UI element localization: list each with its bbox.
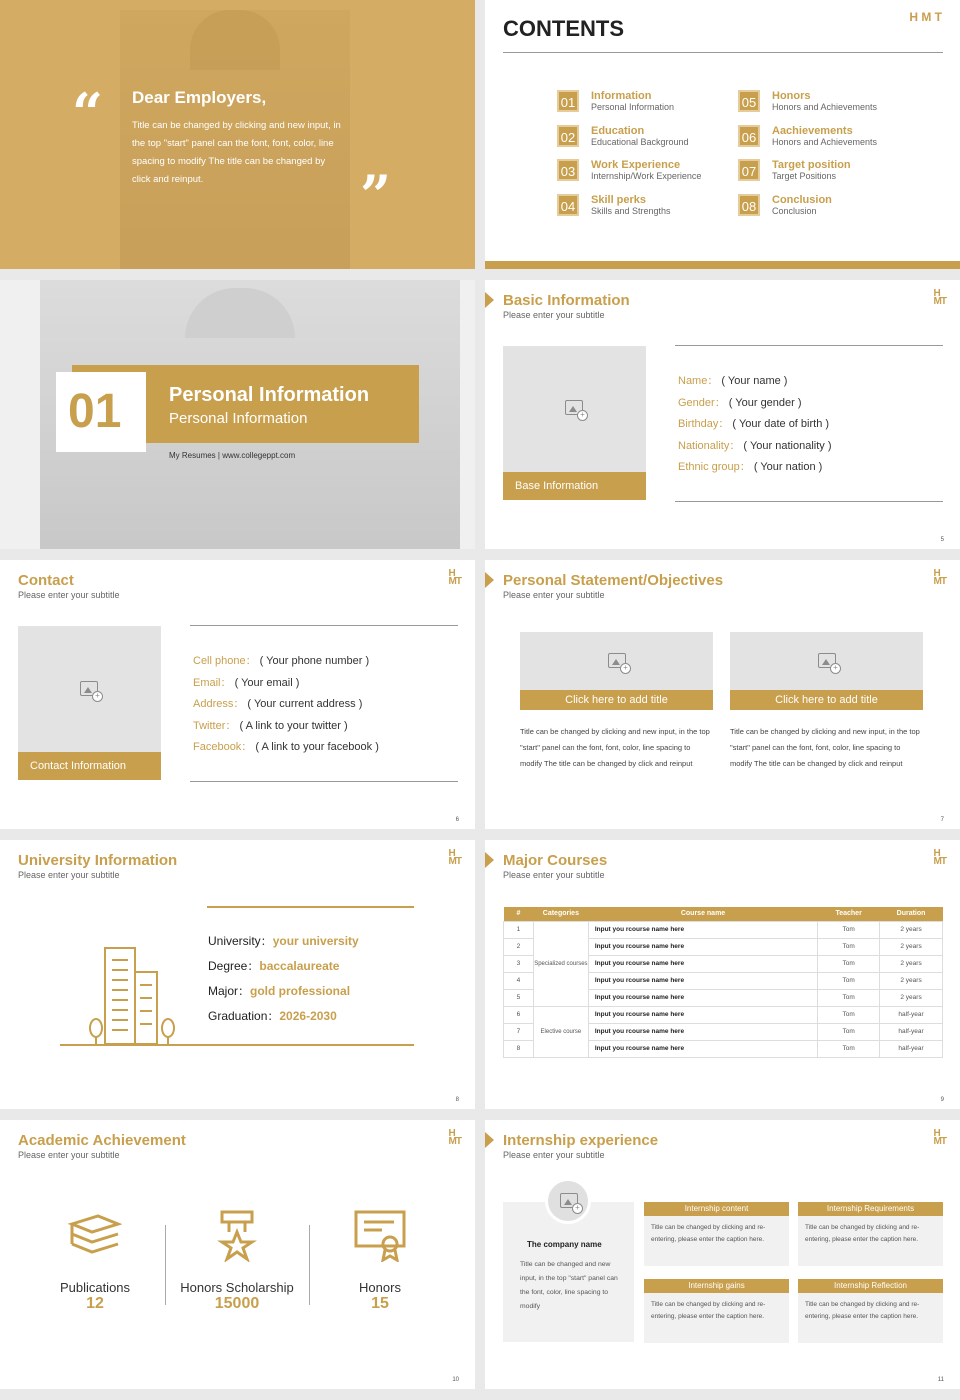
university-slide[interactable] (0, 840, 475, 1109)
internship-box[interactable] (798, 1202, 943, 1266)
course-name-cell[interactable]: Input you rcourse name here (588, 1040, 817, 1057)
medal-icon (216, 1210, 258, 1262)
course-name-cell[interactable]: Input you rcourse name here (588, 921, 817, 938)
card-top-line (207, 906, 414, 908)
image-label: Base Information (503, 472, 646, 500)
teacher-cell: Tom (818, 989, 880, 1006)
page-number: 9 (940, 1097, 944, 1103)
arrow-icon (485, 292, 494, 308)
row-key: Graduation： (208, 1009, 280, 1023)
row-key: University： (208, 934, 273, 948)
field-key: Email： (193, 676, 232, 689)
contents-item-sub: Educational Background (591, 136, 689, 147)
section-footer: My Resumes | www.collegeppt.com (169, 451, 296, 460)
brand-logo: H MT (933, 568, 946, 587)
contents-item-sub: Conclusion (772, 205, 817, 216)
university-row (208, 979, 359, 1004)
contact-fields (193, 651, 453, 759)
arrow-icon (485, 852, 494, 868)
slide-subtitle: Please enter your subtitle (18, 870, 120, 880)
slide-title: Internship experience (503, 1132, 659, 1149)
internship-slide[interactable] (485, 1120, 960, 1389)
contents-item-sub: Skills and Strengths (591, 205, 671, 216)
ground-line (60, 1044, 414, 1046)
duration-cell: 2 years (880, 989, 943, 1006)
contents-item-sub: Honors and Achievements (772, 136, 878, 147)
slide-subtitle: Please enter your subtitle (503, 870, 605, 880)
image-label: Contact Information (18, 752, 161, 780)
image-add-icon (818, 653, 836, 668)
table-row[interactable] (504, 921, 943, 938)
image-add-icon (608, 653, 626, 668)
contents-item-number: 01 (557, 90, 579, 112)
cover-body: Title can be changed by clicking and new input, in the top "start" panel can the font, font, color, line spacing to modify The title can be changed by click and reinput. (132, 120, 341, 185)
row-number: 8 (504, 1040, 534, 1057)
box-text: Title can be changed by clicking and re-entering, please enter the caption here. (651, 1301, 766, 1320)
course-name-cell[interactable]: Input you rcourse name here (588, 955, 817, 972)
contents-item-label: Work Experience (591, 159, 681, 171)
publications-icon (68, 1214, 122, 1260)
field-value[interactable]: ( Your phone number ) (259, 655, 370, 667)
duration-cell: 2 years (880, 938, 943, 955)
contents-divider (503, 52, 943, 53)
brand-logo-text: H M T (909, 10, 942, 24)
cover-slide[interactable] (0, 0, 475, 269)
course-name-cell[interactable]: Input you rcourse name here (588, 972, 817, 989)
university-row (208, 1004, 359, 1029)
slide-subtitle: Please enter your subtitle (18, 1150, 120, 1160)
image-add-icon (565, 400, 583, 415)
divider (190, 781, 458, 782)
image-add-icon (560, 1193, 578, 1208)
box-text: Title can be changed by clicking and re-entering, please enter the caption here. (805, 1224, 920, 1243)
field-key: Gender： (678, 396, 726, 409)
brand-logo: H MT (933, 1128, 946, 1147)
university-row (208, 929, 359, 954)
brand-logo: H MT (933, 288, 946, 307)
box-text: Title can be changed by clicking and re-entering, please enter the caption here. (651, 1224, 766, 1243)
duration-cell: half-year (880, 1006, 943, 1023)
field-value[interactable]: ( Your name ) (721, 375, 788, 387)
info-field (193, 694, 453, 716)
contents-item-label: Information (591, 90, 652, 102)
brand-logo: H MT (448, 568, 461, 587)
contents-item-number: 06 (738, 125, 760, 147)
contents-item-number: 04 (557, 194, 579, 216)
field-key: Twitter： (193, 719, 237, 732)
row-number: 7 (504, 1023, 534, 1040)
basic-info-slide[interactable] (485, 280, 960, 549)
field-key: Cell phone： (193, 655, 257, 667)
brand-logo: H MT (448, 848, 461, 867)
field-value[interactable]: ( Your date of birth ) (732, 418, 830, 430)
card-title[interactable]: Click here to add title (520, 690, 713, 710)
contact-slide[interactable] (0, 560, 475, 829)
page-number: 10 (452, 1377, 459, 1383)
course-name-cell[interactable]: Input you rcourse name here (588, 989, 817, 1006)
slide-title: Basic Information (503, 292, 630, 309)
slide-subtitle: Please enter your subtitle (503, 590, 605, 600)
arrow-icon (485, 572, 494, 588)
slide-title: Contact (18, 572, 74, 589)
info-field (193, 651, 453, 673)
company-text: Title can be changed and new input, in the top "start" panel can the font, color, line spacing to modify (520, 1261, 618, 1310)
slide-subtitle: Please enter your subtitle (18, 590, 120, 600)
column-header: Course name (588, 907, 817, 921)
courses-table (503, 907, 943, 1058)
row-number: 6 (504, 1006, 534, 1023)
teacher-cell: Tom (818, 972, 880, 989)
contents-item-sub: Target Positions (772, 171, 837, 181)
contents-item-label: Conclusion (772, 193, 832, 206)
image-add-icon (80, 681, 98, 696)
duration-cell: 2 years (880, 955, 943, 972)
contents-item-label: Honors (772, 90, 811, 102)
field-value[interactable]: ( A link to your facebook ) (255, 741, 379, 753)
page-number: 8 (455, 1097, 459, 1103)
info-field (193, 673, 453, 695)
contents-item-sub: Honors and Achievements (772, 102, 878, 112)
page-number: 11 (937, 1377, 944, 1383)
stat-value: 15000 (214, 1295, 260, 1312)
field-key: Birthday： (678, 418, 730, 430)
row-number: 2 (504, 938, 534, 955)
basic-fields (678, 371, 858, 479)
brand-logo (909, 12, 942, 22)
contents-item-label: Education (591, 124, 645, 137)
teacher-cell: Tom (818, 938, 880, 955)
teacher-cell: Tom (818, 1040, 880, 1057)
close-quote-icon: ” (360, 163, 392, 227)
open-quote-icon: “ (72, 81, 104, 145)
divider (190, 625, 458, 626)
stat-label: Honors (359, 1280, 401, 1295)
duration-cell: half-year (880, 1040, 943, 1057)
box-heading: Internship Requirements (798, 1202, 943, 1216)
card-text: Title can be changed by clicking and new input, in the top "start" panel can the font, font, color, line spacing to modify The title can be changed by click and reinput (520, 727, 710, 768)
internship-box[interactable] (644, 1279, 789, 1343)
card-title[interactable]: Click here to add title (730, 690, 923, 710)
column-header: Categories (533, 907, 588, 921)
internship-box[interactable] (644, 1202, 789, 1266)
category-cell: Elective course (533, 1006, 588, 1057)
slide-title: Personal Statement/Objectives (503, 572, 724, 589)
field-value[interactable]: ( Your nationality ) (743, 439, 832, 452)
category-cell: Specialized courses (533, 921, 588, 1006)
courses-header-row (504, 907, 943, 921)
field-key: Nationality： (678, 439, 741, 452)
field-value[interactable]: ( Your gender ) (728, 396, 802, 409)
contents-item-label: Skill perks (591, 193, 647, 206)
cover-heading: Dear Employers, (132, 88, 267, 107)
slide-title: University Information (18, 852, 178, 869)
internship-box[interactable] (798, 1279, 943, 1343)
divider (675, 501, 943, 502)
info-field (678, 371, 858, 393)
duration-cell: 2 years (880, 972, 943, 989)
slide-title: Academic Achievement (18, 1132, 186, 1149)
contents-item-sub: Personal Information (591, 102, 675, 112)
university-rows (208, 929, 359, 1029)
brand-logo: H MT (933, 848, 946, 867)
company-name: The company name (527, 1240, 602, 1249)
contents-item-number: 08 (738, 194, 760, 216)
box-heading: Internship Reflection (798, 1279, 943, 1293)
stat-block (310, 1280, 450, 1313)
slide-title: Major Courses (503, 852, 608, 869)
university-row (208, 954, 359, 979)
column-header: Duration (880, 907, 943, 921)
stat-value: 15 (371, 1295, 389, 1312)
contents-item-number: 05 (738, 90, 760, 112)
section-title: Personal Information (169, 384, 370, 406)
statement-card[interactable] (730, 632, 923, 802)
box-heading: Internship content (644, 1202, 789, 1216)
teacher-cell: Tom (818, 955, 880, 972)
course-name-cell[interactable]: Input you rcourse name here (588, 1023, 817, 1040)
contents-item-sub: Internship/Work Experience (591, 171, 702, 181)
section-slide[interactable] (0, 280, 475, 549)
statement-slide[interactable] (485, 560, 960, 829)
row-value[interactable]: gold professional (250, 984, 351, 998)
column-header: # (504, 907, 534, 921)
contents-title: CONTENTS (503, 16, 624, 41)
stat-block (167, 1280, 307, 1313)
teacher-cell: Tom (818, 1023, 880, 1040)
course-name-cell[interactable]: Input you rcourse name here (588, 938, 817, 955)
table-row[interactable] (504, 1006, 943, 1023)
teacher-cell: Tom (818, 921, 880, 938)
slide-subtitle: Please enter your subtitle (503, 1150, 605, 1160)
field-key: Ethnic group： (678, 461, 751, 473)
stat-label: Publications (59, 1280, 131, 1295)
contents-item-number: 03 (557, 159, 579, 181)
slide-subtitle: Please enter your subtitle (503, 310, 605, 320)
page-number: 6 (455, 817, 459, 823)
row-number: 1 (504, 921, 534, 938)
field-key: Address： (193, 698, 245, 710)
duration-cell: half-year (880, 1023, 943, 1040)
info-field (678, 457, 858, 479)
row-value[interactable]: 2026-2030 (279, 1009, 337, 1023)
box-heading: Internship gains (644, 1279, 789, 1293)
field-key: Facebook： (193, 741, 253, 753)
academic-slide[interactable] (0, 1120, 475, 1389)
contents-slide[interactable] (485, 0, 960, 269)
info-field (193, 716, 453, 738)
info-field (678, 393, 858, 415)
duration-cell: 2 years (880, 921, 943, 938)
divider (675, 345, 943, 346)
building-illustration-icon (60, 910, 190, 1050)
card-text: Title can be changed by clicking and new input, in the top "start" panel can the font, font, color, line spacing to modify The title can be changed by click and reinput (730, 727, 920, 768)
info-field (193, 737, 453, 759)
info-field (678, 436, 858, 458)
row-number: 5 (504, 989, 534, 1006)
stat-block (25, 1280, 165, 1313)
info-field (678, 414, 858, 436)
page-number: 5 (940, 537, 944, 543)
arrow-icon (485, 1132, 494, 1148)
certificate-icon (354, 1210, 406, 1262)
box-text: Title can be changed by clicking and re-entering, please enter the caption here. (805, 1301, 920, 1320)
field-value[interactable]: ( Your email ) (234, 676, 300, 689)
contents-item-number: 07 (738, 159, 760, 181)
page-number: 7 (940, 817, 944, 823)
course-name-cell[interactable]: Input you rcourse name here (588, 1006, 817, 1023)
row-number: 3 (504, 955, 534, 972)
field-value[interactable]: ( Your nation ) (753, 461, 823, 473)
statement-card[interactable] (520, 632, 713, 802)
stat-divider (165, 1225, 166, 1305)
column-header: Teacher (818, 907, 880, 921)
field-key: Name： (678, 375, 719, 387)
teacher-cell: Tom (818, 1006, 880, 1023)
field-value[interactable]: ( Your current address ) (247, 698, 363, 710)
stat-label: Honors Scholarship (180, 1280, 294, 1295)
section-subtitle: Personal Information (169, 410, 308, 427)
field-value[interactable]: ( A link to your twitter ) (239, 719, 348, 732)
contents-item-label: Aachievements (772, 124, 853, 137)
stat-value: 12 (86, 1295, 104, 1312)
row-number: 4 (504, 972, 534, 989)
contents-item-label: Target position (772, 159, 851, 171)
section-number: 01 (68, 385, 122, 438)
row-value[interactable]: baccalaureate (259, 959, 340, 973)
row-key: Major： (208, 984, 251, 998)
row-key: Degree： (208, 959, 260, 973)
contents-bottom-bar (485, 261, 960, 269)
brand-logo: H MT (448, 1128, 461, 1147)
row-value[interactable]: your university (272, 934, 359, 948)
contents-item-number: 02 (557, 125, 579, 147)
